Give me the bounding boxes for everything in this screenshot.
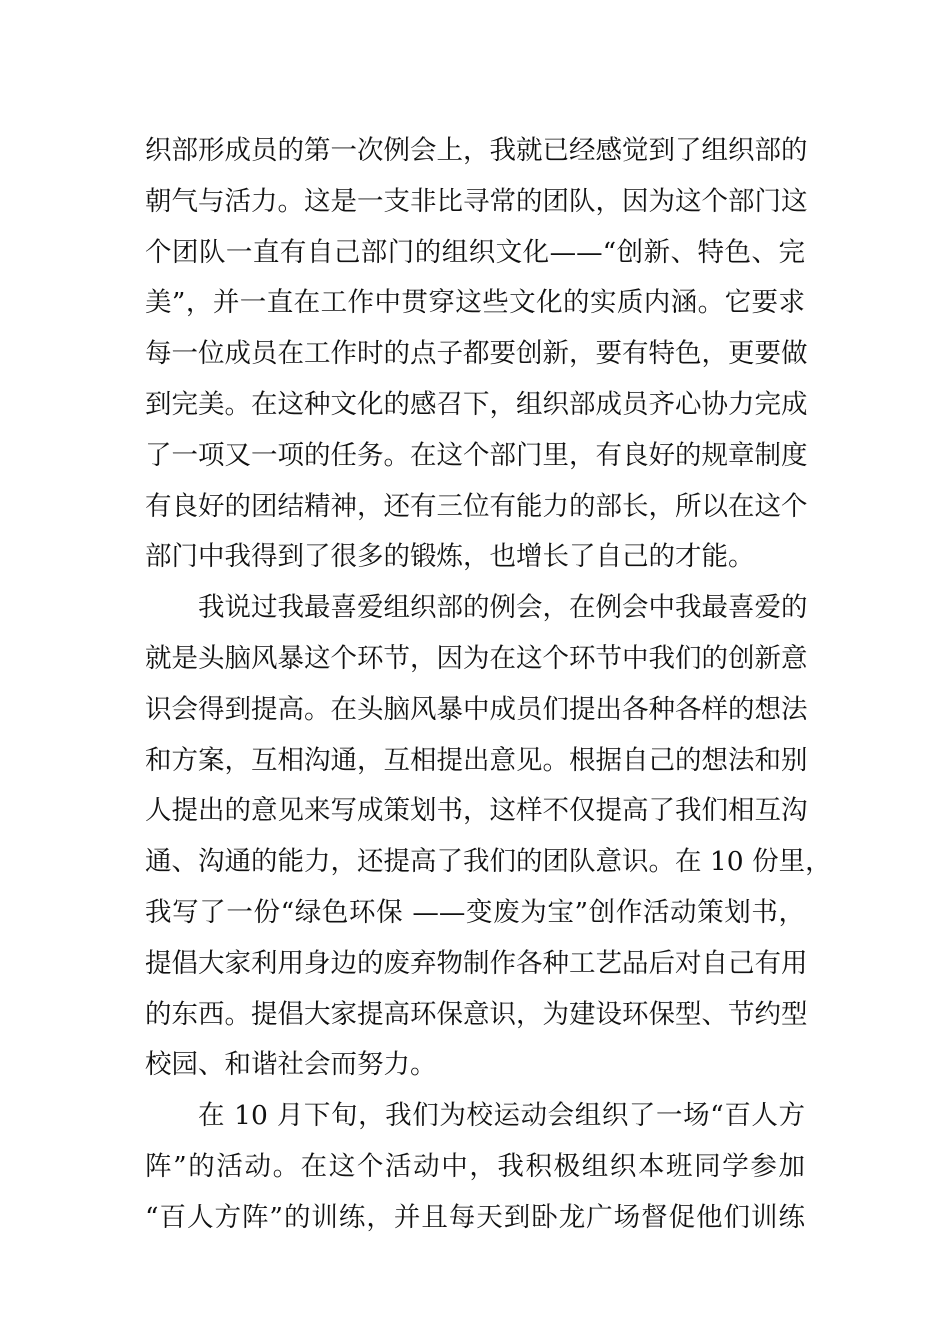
text-line: 织部形成员的第一次例会上，我就已经感觉到了组织部的 [145,135,808,166]
text-line: 朝气与活力。这是一支非比寻常的团队，因为这个部门这 [145,185,808,217]
text-line: 校园、和谐社会而努力。 [145,1049,437,1081]
text-line: 就是头脑风暴这个环节，因为在这个环节中我们的创新意 [145,642,808,674]
text-line: 识会得到提高。在头脑风暴中成员们提出各种各样的想法 [145,693,808,725]
text-line: 提倡大家利用身边的废弃物制作各种工艺品后对自己有用 [145,947,808,979]
text-line: 的东西。提倡大家提高环保意识，为建设环保型、节约型 [145,998,808,1030]
text-line: 通、沟通的能力，还提高了我们的团队意识。在 10 份里， [145,846,832,878]
paragraph-start-line: 在 10 月下旬，我们为校运动会组织了一场“百人方 [198,1100,805,1132]
text-line: 美”，并一直在工作中贯穿这些文化的实质内涵。它要求 [145,287,805,319]
text-line: 和方案，互相沟通，互相提出意见。根据自己的想法和别 [145,744,808,776]
text-line: 了一项又一项的任务。在这个部门里，有良好的规章制度 [145,439,808,471]
paragraph-start-line: 我说过我最喜爱组织部的例会，在例会中我最喜爱的 [198,592,808,624]
text-line: 有良好的团结精神，还有三位有能力的部长，所以在这个 [145,490,808,522]
text-line: 每一位成员在工作时的点子都要创新，要有特色，更要做 [145,338,808,370]
text-line: 部门中我得到了很多的锻炼，也增长了自己的才能。 [145,541,755,573]
text-line: 个团队一直有自己部门的组织文化——“创新、特色、完 [145,236,805,268]
text-line: 到完美。在这种文化的感召下，组织部成员齐心协力完成 [145,388,808,420]
text-line: 人提出的意见来写成策划书，这样不仅提高了我们相互沟 [145,795,808,827]
text-line: “百人方阵”的训练，并且每天到卧龙广场督促他们训练 [145,1201,805,1233]
body-text [145,126,832,1244]
text-line: 阵”的活动。在这个活动中，我积极组织本班同学参加 [145,1150,805,1182]
text-line: 我写了一份“绿色环保 ——变废为宝”创作活动策划书， [145,896,805,928]
